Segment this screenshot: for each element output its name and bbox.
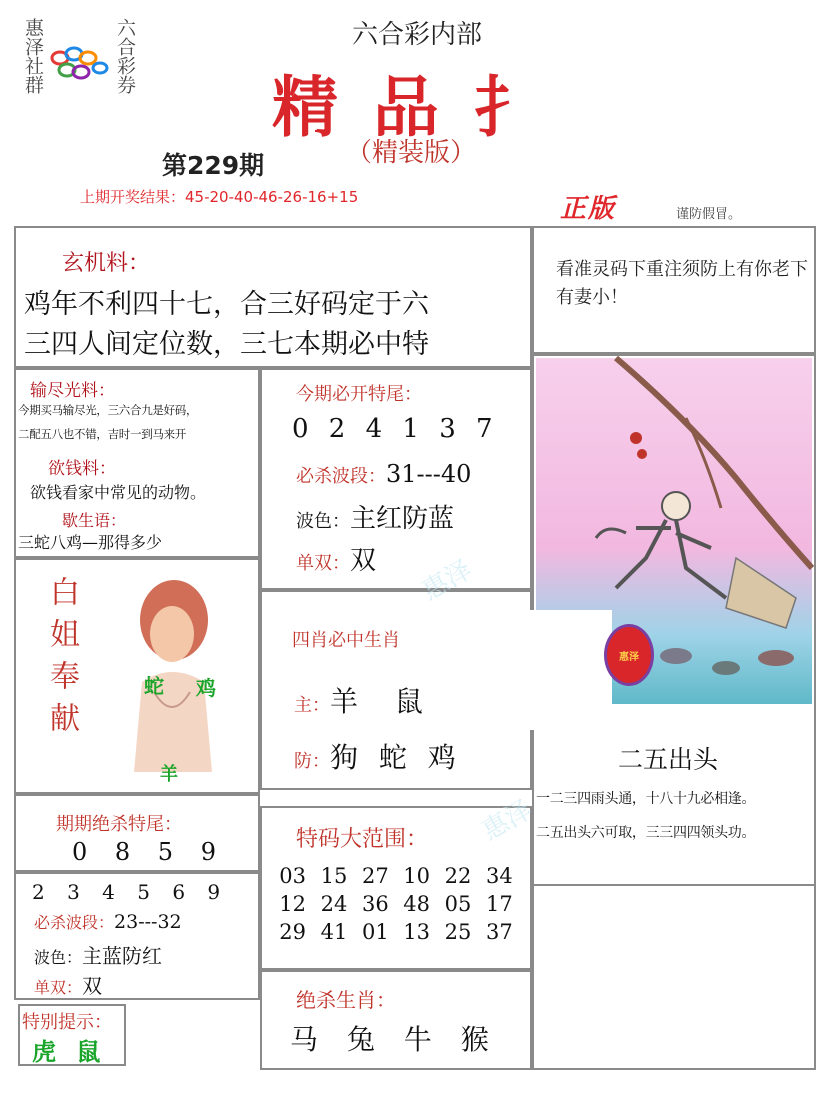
xiehouyu-text: 三蛇八鸡—那得多少 xyxy=(18,533,163,552)
special-tip-value: 虎 鼠 xyxy=(32,1037,107,1066)
yuqian-title: 欲钱料： xyxy=(48,459,116,479)
notice-box-text: 看准灵码下重注须防上有你老下有妻小！ xyxy=(556,259,808,308)
zodiac-guard-row xyxy=(294,736,462,776)
bottom-kill-label: 必杀波段： xyxy=(34,913,115,932)
last-result-value: 45-20-40-46-26-16+15 xyxy=(185,188,359,206)
baijie-title: 白姐奉献 xyxy=(44,576,79,744)
range-number: 15 xyxy=(320,864,348,888)
logo-left-text: 惠泽社群 xyxy=(22,18,44,94)
juesha-zodiac-title: 绝杀生肖： xyxy=(296,988,396,1012)
range-number: 03 xyxy=(279,864,307,888)
xiehouyu-title: 歇生语： xyxy=(62,511,127,530)
zodiac-guard-value: 狗 蛇 鸡 xyxy=(330,741,462,774)
xuanji-line1: 鸡年不利四十七，合三好码定于六 xyxy=(24,289,429,320)
tewei-kill-value: 31---40 xyxy=(386,460,472,488)
bottom-oddeven-label: 单双： xyxy=(34,978,83,997)
bottom-oddeven-row xyxy=(34,970,102,999)
issue-number: 第229期 xyxy=(162,151,265,180)
tewei-color-row xyxy=(296,498,454,535)
baijie-zodiac-1: 蛇 xyxy=(144,674,164,698)
zodiac-main-label: 主： xyxy=(294,695,330,716)
erwu-line1: 一二三四雨头通，十八十九必相逢。 xyxy=(536,791,756,807)
watermark: 惠泽 xyxy=(477,794,538,847)
header-edition: （精装版） xyxy=(346,138,477,168)
genuine-stamp: 正版 xyxy=(560,194,617,224)
header-main-title: 精 品 扌 xyxy=(272,68,546,146)
range-number: 10 xyxy=(403,864,431,888)
last-result xyxy=(80,186,358,207)
tewei-kill-label: 必杀波段： xyxy=(296,466,386,487)
ad-badge xyxy=(604,624,654,686)
watermark: 惠泽 xyxy=(417,554,478,607)
overlay-panel xyxy=(520,610,612,730)
header-top-line: 六合彩内部 xyxy=(352,20,483,50)
bottom-left-digits: 2 3 4 5 6 9 xyxy=(32,880,229,904)
baijie-zodiac-3: 羊 xyxy=(160,764,178,785)
tewei-color-value: 主红防蓝 xyxy=(350,504,455,534)
tewei-kill-row xyxy=(296,460,471,488)
tewei-oddeven-label: 单双： xyxy=(296,553,350,574)
tewei-digits: 0 2 4 1 3 7 xyxy=(292,414,499,444)
range-numbers xyxy=(272,864,520,944)
range-number: 41 xyxy=(320,920,348,944)
range-number: 34 xyxy=(485,864,513,888)
baijie-zodiac-2: 鸡 xyxy=(196,676,216,700)
erwu-title: 二五出头 xyxy=(618,745,719,774)
zodiac-pick-title: 四肖必中生肖 xyxy=(292,630,400,651)
bottom-kill-row xyxy=(34,910,182,933)
special-tip-title: 特别提示： xyxy=(22,1012,112,1033)
zodiac-main-row xyxy=(294,680,437,720)
logo-right-text: 六合彩券 xyxy=(114,18,136,94)
juesha-zodiac-values: 马 兔 牛 猴 xyxy=(290,1023,499,1056)
ad-badge-text: 惠泽 xyxy=(619,651,639,663)
range-number: 22 xyxy=(444,864,472,888)
juesha-te-digits: 0 8 5 9 xyxy=(72,838,226,866)
range-number: 24 xyxy=(320,892,348,916)
juesha-te-title: 期期绝杀特尾： xyxy=(56,814,182,835)
bottom-color-row xyxy=(34,940,162,969)
range-number: 27 xyxy=(361,864,389,888)
tewei-oddeven-value: 双 xyxy=(350,546,377,576)
tewei-color-label: 波色： xyxy=(296,511,350,532)
xuanji-title: 玄机料： xyxy=(62,251,151,276)
erwu-line2: 二五出头六可取，三三四四领头功。 xyxy=(536,825,756,841)
shujin-line2: 二配五八也不错，吉时一到马来开 xyxy=(18,427,186,441)
range-number: 36 xyxy=(361,892,389,916)
shujin-title: 输尽光料： xyxy=(30,381,115,401)
erwu-divider xyxy=(532,884,816,886)
range-number: 13 xyxy=(403,920,431,944)
bottom-color-label: 波色： xyxy=(34,948,83,967)
last-result-label: 上期开奖结果： xyxy=(80,188,186,206)
range-number: 12 xyxy=(279,892,307,916)
range-number: 05 xyxy=(444,892,472,916)
range-number: 48 xyxy=(403,892,431,916)
range-number: 17 xyxy=(485,892,513,916)
range-number: 29 xyxy=(279,920,307,944)
range-number: 37 xyxy=(485,920,513,944)
bottom-color-value: 主蓝防红 xyxy=(82,944,163,968)
genuine-notice-text: 谨防假冒。 xyxy=(676,207,742,222)
shujin-line1: 今期买马输尽光，三六合九是好码， xyxy=(18,403,198,417)
zodiac-main-value: 羊 鼠 xyxy=(330,685,437,718)
zodiac-guard-label: 防： xyxy=(294,751,330,772)
range-number: 01 xyxy=(361,920,389,944)
xuanji-line2: 三四人间定位数，三七本期必中特 xyxy=(24,329,429,360)
bottom-oddeven-value: 双 xyxy=(82,974,103,998)
tewei-oddeven-row xyxy=(296,540,376,577)
bottom-kill-value: 23---32 xyxy=(114,911,182,933)
range-number: 25 xyxy=(444,920,472,944)
tewei-title: 今期必开特尾： xyxy=(296,384,422,405)
range-title: 特码大范围： xyxy=(296,827,429,852)
yuqian-text: 欲钱看家中常见的动物。 xyxy=(30,483,207,502)
logo-rings-icon xyxy=(50,44,112,84)
